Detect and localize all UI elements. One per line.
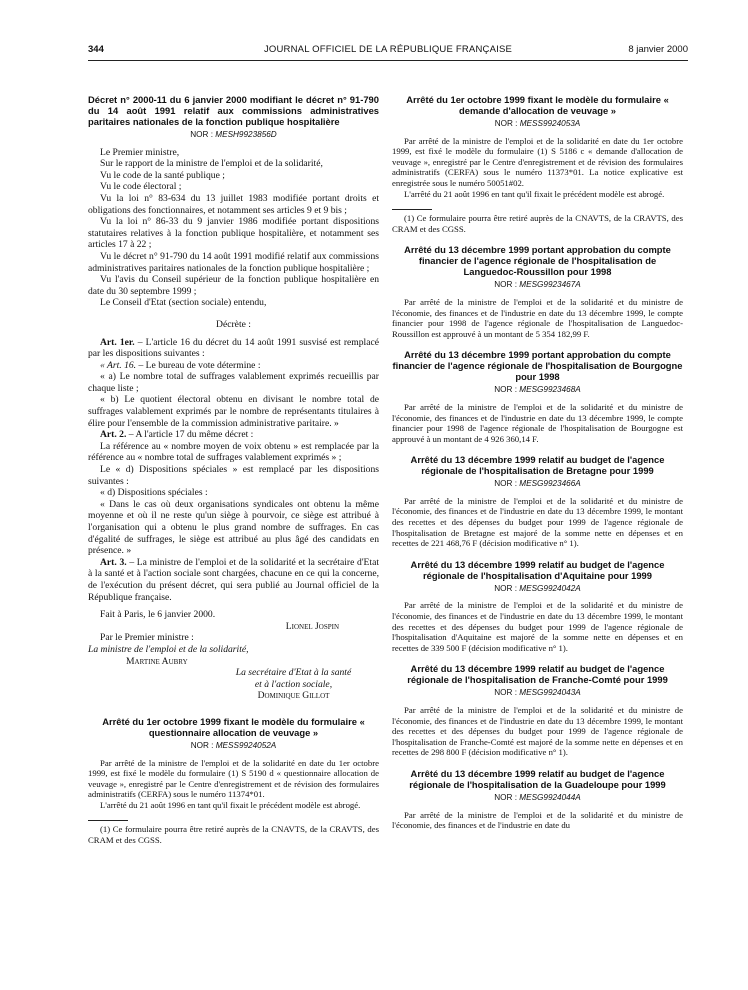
footnote: (1) Ce formulaire pourra être retiré auprès de la CNAVTS, de la CRAVTS, des CRAM et des CGSS. bbox=[392, 213, 683, 234]
decree-nor: NOR : MESH9923856D bbox=[190, 130, 277, 139]
article-2-p4: « Dans le cas où deux organisations syndicales ont obtenu la même moyenne et où il ne reste qu'un siège à pourvoir, ce siège est attribué à l'organisation qui a obtenu le plus grand nombre de suffrages. En cas d'égalité de suffrages, le siège est attribué au plus âgé des candidats en présence. » bbox=[88, 498, 379, 557]
visa-line: Vu l'avis du Conseil supérieur de la fonction publique hospitalière en date du 30 septembre 1999 ; bbox=[88, 274, 379, 297]
visa-line: Vu le décret n° 91-790 du 14 août 1991 modifié relatif aux commissions administratives paritaires nationales de la fonction publique hospitalière ; bbox=[88, 250, 379, 274]
article-2-p2: Le « d) Dispositions spéciales » est remplacé par les dispositions suivantes : bbox=[88, 464, 379, 487]
visa-line: Vu la loi n° 86-33 du 9 janvier 1986 modifiée portant dispositions statutaires relatives à la fonction publique hospitalière, et notamment ses articles 17 à 22 ; bbox=[88, 216, 379, 251]
footnote: (1) Ce formulaire pourra être retiré auprès de la CNAVTS, de la CRAVTS, des CRAM et des CGSS. bbox=[88, 824, 379, 846]
article-2: Art. 2. – A l'article 17 du même décret : bbox=[100, 429, 254, 441]
arrete-bourgogne-title: Arrêté du 13 décembre 1999 portant approbation du compte financier de l'agence régionale de l'hospitalisation de Bourgogne pour 1998 bbox=[392, 349, 683, 383]
article-16-b: « b) Le quotient électoral obtenu en divisant le nombre total de suffrages valablement exprimés par le nombre de représentants titulaires à élire pour l'ensemble de la commission administrative paritaire. » bbox=[88, 394, 379, 429]
arrete-aquitaine-text: Par arrêté de la ministre de l'emploi et de la solidarité et du ministre de l'économie, des finances et de l'industrie en date du 13 décembre 1999, le montant des recettes et des dépenses du budget pour 1999 de l'agence régionale de l'hospitalisation d'Aquitaine est majoré de la somme nette en dépenses et en recettes de 339 500 F (décision modificative n° 1). bbox=[392, 600, 683, 653]
arrete-aquitaine-title: Arrêté du 13 décembre 1999 relatif au budget de l'agence régionale de l'hospitalisation d'Aquitaine pour 1999 bbox=[410, 558, 665, 581]
arrete-demande-p2: L'arrêté du 21 août 1996 en tant qu'il fixait le précédent modèle est abrogé. bbox=[404, 188, 665, 199]
arrete-questionnaire-nor: NOR : MESS9924052A bbox=[190, 740, 277, 750]
visa-line: Le Conseil d'Etat (section sociale) entendu, bbox=[100, 297, 267, 309]
visa-line: Le Premier ministre, bbox=[100, 146, 180, 158]
article-1: Art. 1er. – L'article 16 du décret du 14 août 1991 susvisé est remplacé par les dispositions suivantes : bbox=[88, 336, 379, 360]
arrete-guadeloupe-text: Par arrêté de la ministre de l'emploi et de la solidarité et du ministre de l'économie, des finances et de l'industrie en date du bbox=[392, 809, 683, 831]
arrete-questionnaire-title: Arrêté du 1er octobre 1999 fixant le modèle du formulaire « questionnaire allocation de veuvage » bbox=[102, 715, 365, 738]
arrete-bretagne-text: Par arrêté de la ministre de l'emploi et de la solidarité et du ministre de l'économie, des finances et de l'industrie en date du 13 décembre 1999, le montant des recettes et des dépenses du budget pour 1999 de l'agence régionale de l'hospitalisation de Bretagne est majoré de la somme nette en dépenses et en recettes de 221 468,76 F (décision modificative n° 1). bbox=[392, 495, 683, 549]
visa-line: Sur le rapport de la ministre de l'emploi et de la solidarité, bbox=[100, 158, 323, 170]
signature-premier-ministre: Lionel Jospin bbox=[285, 620, 339, 632]
arrete-questionnaire-p2: L'arrêté du 21 août 1996 en tant qu'il fixait le précédent modèle est abrogé. bbox=[100, 799, 361, 810]
arrete-guadeloupe-nor: NOR : MESG9924044A bbox=[494, 792, 581, 802]
arrete-demande-title: Arrêté du 1er octobre 1999 fixant le modèle du formulaire « demande d'allocation de veuvage » bbox=[406, 94, 669, 116]
arrete-guadeloupe-title: Arrêté du 13 décembre 1999 relatif au budget de l'agence régionale de l'hospitalisation de la Guadeloupe pour 1999 bbox=[409, 767, 666, 790]
fait-a-paris: Fait à Paris, le 6 janvier 2000. bbox=[100, 609, 216, 621]
article-2-p3: « d) Dispositions spéciales : bbox=[100, 487, 208, 499]
secretaire-role-2: et à l'action sociale, bbox=[254, 678, 333, 690]
decree-title: Décret n° 2000-11 du 6 janvier 2000 modifiant le décret n° 91-790 du 14 août 1991 relatif aux commissions administratives paritaires nationales de la fonction publique hospitalière bbox=[88, 94, 379, 127]
decrete-heading: Décrète : bbox=[216, 318, 251, 330]
issue-date: 8 janvier 2000 bbox=[628, 44, 688, 55]
arrete-languedoc-nor: NOR : MESG9923467A bbox=[494, 280, 581, 290]
header-rule bbox=[88, 60, 688, 61]
arrete-bretagne-nor: NOR : MESG9923466A bbox=[494, 479, 581, 489]
arrete-aquitaine-nor: NOR : MESG9924042A bbox=[494, 583, 581, 593]
ministre-role: La ministre de l'emploi et de la solidarité, bbox=[88, 643, 249, 655]
right-column bbox=[392, 94, 683, 831]
arrete-franche-comte-nor: NOR : MESG9924043A bbox=[494, 688, 581, 698]
secretaire-role-1: La secrétaire d'Etat à la santé bbox=[235, 667, 352, 679]
article-16-intro: « Art. 16. – Le bureau de vote détermine : bbox=[100, 359, 261, 371]
arrete-bourgogne-nor: NOR : MESG9923468A bbox=[494, 385, 581, 395]
footnote-rule bbox=[392, 209, 432, 210]
ministre-name: Martine Aubry bbox=[126, 655, 188, 667]
arrete-languedoc-text: Par arrêté de la ministre de l'emploi et de la solidarité et du ministre de l'économie, des finances et de l'industrie en date du 13 décembre 1999, le compte financier pour 1998 de l'agence régionale de l'hospitalisation de Languedoc-Roussillon est approuvé à un montant de 5 354 182,99 F. bbox=[392, 296, 683, 339]
arrete-bretagne-title: Arrêté du 13 décembre 1999 relatif au budget de l'agence régionale de l'hospitalisation de Bretagne pour 1999 bbox=[410, 454, 665, 477]
arrete-languedoc-title: Arrêté du 13 décembre 1999 portant approbation du compte financier de l'agence régionale de l'hospitalisation de Languedoc-Roussillon pour 1998 bbox=[404, 244, 671, 278]
article-2-p1: La référence au « nombre moyen de voix obtenu » est remplacée par la référence au « nombre total de suffrages valablement exprimés » ; bbox=[88, 440, 379, 464]
page-header bbox=[88, 44, 688, 60]
arrete-bourgogne-text: Par arrêté de la ministre de l'emploi et de la solidarité et du ministre de l'économie, des finances et de l'industrie en date du 13 décembre 1999, le compte financier pour 1998 de l'agence régionale de l'hospitalisation de Bourgogne est approuvé à un montant de 4 926 360,14 F. bbox=[392, 401, 683, 444]
arrete-franche-comte-text: Par arrêté de la ministre de l'emploi et de la solidarité et du ministre de l'économie, des finances et de l'industrie en date du 13 décembre 1999, le montant des recettes et des dépenses du budget pour 1999 de l'agence régionale de l'hospitalisation de Franche-Comté est majoré de la somme nette en dépenses et en recettes de 298 800 F (décision modificative n° 1). bbox=[392, 705, 683, 758]
arrete-demande-p1: Par arrêté de la ministre de l'emploi et de la solidarité en date du 1er octobre 1999, est fixé le modèle du formulaire (1) S 5186 c « demande d'allocation de veuvage », enregistré par le Centre d'enregistrement et de révision des formulaires administratifs (CERFA) sous le numéro 11373*01. La notice explicative est enregistrée sous le numéro 50051#02. bbox=[392, 135, 683, 188]
visa-line: Vu le code de la santé publique ; bbox=[100, 169, 225, 181]
visa-line: Vu le code électoral ; bbox=[100, 181, 182, 193]
left-column bbox=[88, 94, 379, 846]
arrete-franche-comte-title: Arrêté du 13 décembre 1999 relatif au budget de l'agence régionale de l'hospitalisation de Franche-Comté pour 1999 bbox=[407, 663, 668, 686]
secretaire-name: Dominique Gillot bbox=[257, 690, 330, 702]
journal-title: JOURNAL OFFICIEL DE LA RÉPUBLIQUE FRANÇAISE bbox=[263, 44, 513, 55]
page-number: 344 bbox=[88, 44, 104, 55]
arrete-questionnaire-p1: Par arrêté de la ministre de l'emploi et de la solidarité en date du 1er octobre 1999, est fixé le modèle du formulaire (1) S 5190 d « questionnaire allocation de veuvage », enregistré par le Centre d'enregistrement et de révision des formulaires administratifs (CERFA) sous le numéro 11374*01. bbox=[88, 757, 379, 800]
par-premier-ministre: Par le Premier ministre : bbox=[100, 632, 194, 644]
article-16-a: « a) Le nombre total de suffrages valablement exprimés recueillis par chaque liste ; bbox=[88, 371, 379, 394]
visa-line: Vu la loi n° 83-634 du 13 juillet 1983 modifiée portant droits et obligations des fonctionnaires, et notamment ses articles 9 et 9 bis ; bbox=[88, 192, 379, 216]
article-3: Art. 3. – La ministre de l'emploi et de la solidarité et la secrétaire d'Etat à la santé et à l'action sociale sont chargées, chacune en ce qui la concerne, de l'exécution du présent décret, qui sera publié au Journal officiel de la République française. bbox=[88, 556, 379, 603]
visas bbox=[88, 147, 379, 309]
footnote-rule bbox=[88, 820, 128, 821]
arrete-demande-nor: NOR : MESS9924053A bbox=[494, 119, 581, 128]
